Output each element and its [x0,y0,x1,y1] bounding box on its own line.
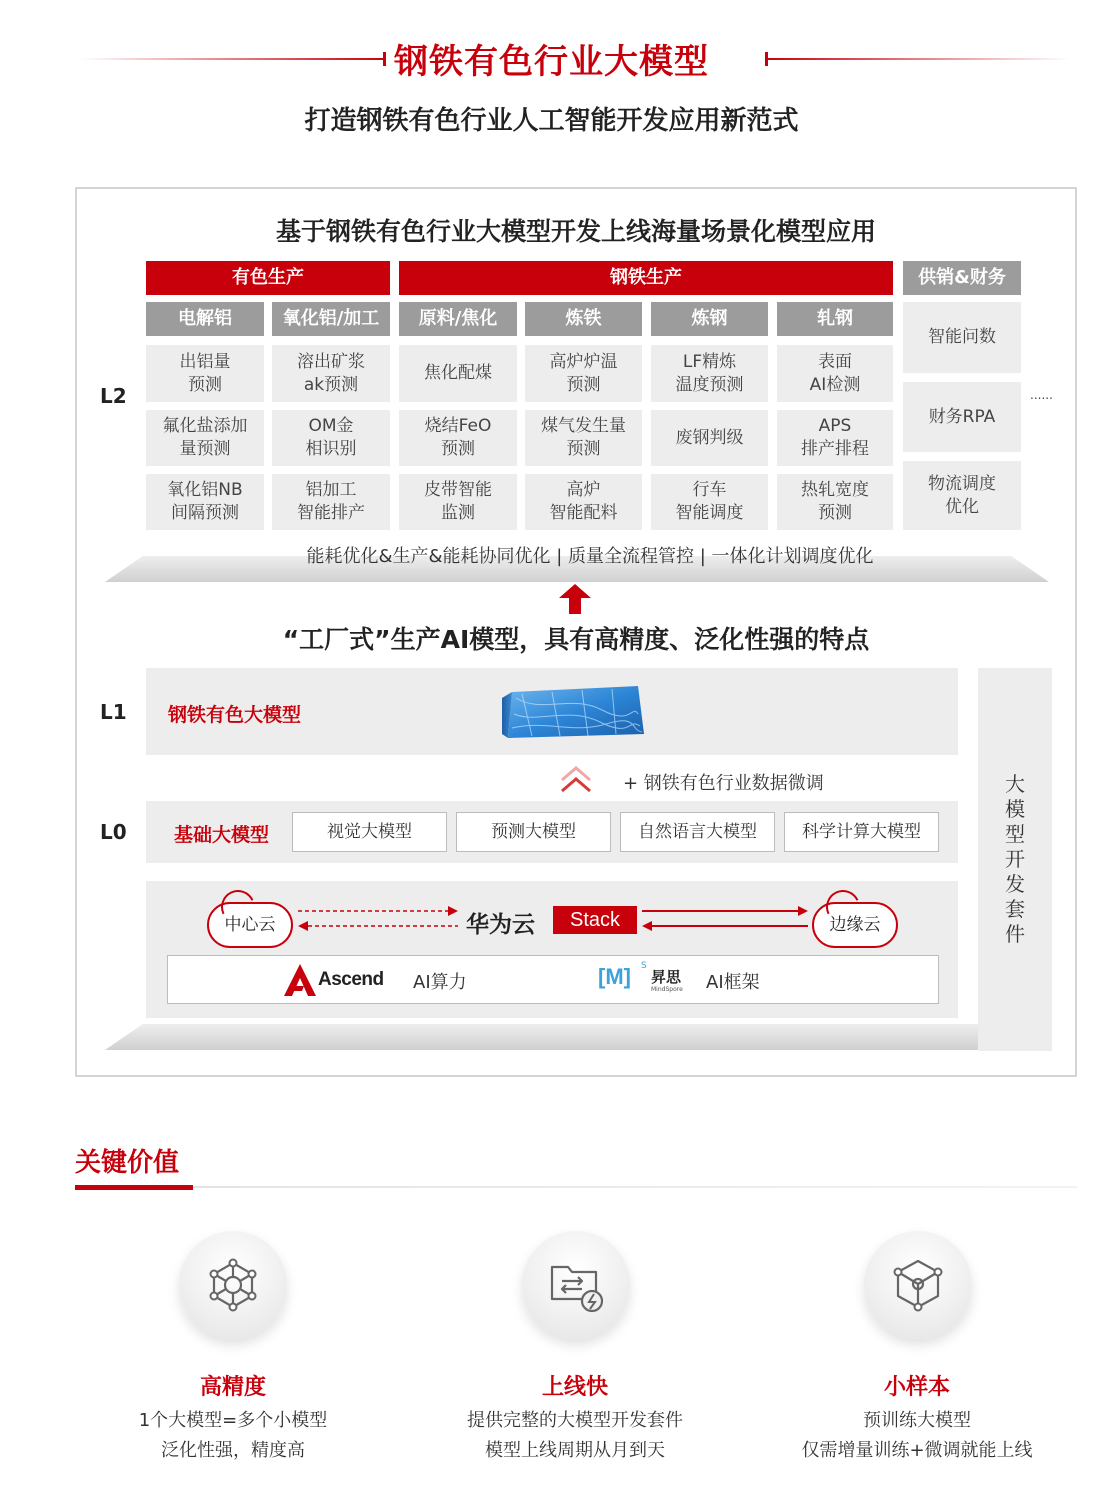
l1-model-label: 钢铁有色大模型 [168,704,302,726]
hardware-box [167,955,939,1004]
value-desc-line1: 预训练大模型 [863,1410,971,1431]
cube-network-icon-circle [864,1231,972,1339]
base-model-box: 视觉大模型 [292,812,447,852]
level-l2-label: L2 [100,384,127,408]
mindspore-en-name: MindSpore [651,986,683,993]
app-cell: 出铝量 预测 [146,345,264,402]
subhead-raw-coking: 原料/焦化 [399,302,517,336]
molecule-icon-circle [179,1231,287,1339]
l0-platform [105,1024,1049,1050]
value-title: 小样本 [883,1375,950,1400]
ascend-logo-icon [284,964,316,996]
app-cell: 废钢判级 [651,410,768,466]
subhead-ironmaking: 炼铁 [525,302,642,336]
mindspore-logo-mark: [M] [598,964,631,989]
model-cube-icon [502,684,648,742]
mindspore-desc: AI框架 [706,972,760,993]
app-cell: 热轧宽度 预测 [777,474,893,530]
l0-model-label: 基础大模型 [174,824,270,846]
base-model-box: 预测大模型 [456,812,611,852]
stack-badge: Stack [553,906,637,934]
ascend-logo-text: Ascend [318,969,384,990]
value-desc-line1: 1个大模型=多个小模型 [138,1410,328,1431]
page-subtitle: 打造钢铁有色行业人工智能开发应用新范式 [304,106,799,136]
app-cell: 氧化铝NB 间隔预测 [146,474,264,530]
value-desc-line1: 提供完整的大模型开发套件 [467,1410,683,1431]
finetune-chevron-icon [559,764,593,794]
finetune-label: + 钢铁有色行业数据微调 [623,773,824,794]
key-value-title: 关键价值 [75,1148,180,1178]
subhead-alumina-processing: 氧化铝/加工 [272,302,390,336]
edge-cloud: 边缘云 [812,902,898,948]
level-l0-label: L0 [100,820,127,844]
app-cell: 煤气发生量 预测 [525,410,642,466]
base-model-box: 科学计算大模型 [784,812,939,852]
app-cell: 溶出矿浆 ak预测 [272,345,390,402]
level-l1-label: L1 [100,700,127,724]
app-cell: APS 排产排程 [777,410,893,466]
base-model-box: 自然语言大模型 [620,812,775,852]
l2-bottom-bar-text: 能耗优化&生产&能耗协同优化 | 质量全流程管控 | 一体化计划调度优化 [306,546,874,567]
dev-kit-label: 大 模 型 开 发 套 件 [1005,772,1025,946]
group-supply-header: 供销&财务 [903,261,1021,295]
group-nonferrous-header: 有色生产 [146,261,390,295]
mindspore-cn-name: 昇思 [651,968,682,986]
l2-title: 基于钢铁有色行业大模型开发上线海量场景化模型应用 [275,217,876,246]
app-cell: 烧结FeO 预测 [399,410,517,466]
more-ellipsis: ...... [1030,388,1053,402]
molecule-icon [205,1257,261,1313]
center-cloud: 中心云 [207,902,293,948]
app-cell: 氟化盐添加 量预测 [146,410,264,466]
huawei-cloud-label: 华为云 [466,912,535,938]
ascend-desc: AI算力 [413,972,467,993]
app-cell: 铝加工 智能排产 [272,474,390,530]
center-cloud-sync-arrows-icon [296,902,461,934]
supply-cell: 财务RPA [903,382,1021,452]
key-value-divider [75,1186,1077,1188]
title-right-line [765,58,1070,60]
edge-cloud-sync-arrows-icon [640,902,812,934]
key-value-accent [75,1185,193,1190]
cube-network-icon [890,1257,946,1313]
value-title: 高精度 [199,1375,266,1400]
page-title: 钢铁有色行业大模型 [394,42,709,82]
app-cell: 高炉 智能配料 [525,474,642,530]
supply-cell: 物流调度 优化 [903,461,1021,530]
value-desc-line2: 仅需增量训练+微调就能上线 [801,1440,1033,1461]
app-cell: 焦化配煤 [399,345,517,402]
app-cell: LF精炼 温度预测 [651,345,768,402]
value-desc-line2: 泛化性强，精度高 [161,1440,305,1461]
subhead-electrolytic-aluminum: 电解铝 [146,302,264,336]
value-desc-line2: 模型上线周期从月到天 [485,1440,665,1461]
app-cell: 高炉炉温 预测 [525,345,642,402]
up-arrow-icon [559,584,591,614]
app-cell: 皮带智能 监测 [399,474,517,530]
app-cell: OM金 相识别 [272,410,390,466]
subhead-steelmaking: 炼钢 [651,302,768,336]
mindspore-logo-sup: S [641,961,647,971]
value-title: 上线快 [541,1375,608,1400]
app-cell: 表面 AI检测 [777,345,893,402]
app-cell: 行车 智能调度 [651,474,768,530]
folder-sync-icon [548,1257,604,1313]
folder-sync-icon-circle [522,1231,630,1339]
supply-cell: 智能问数 [903,302,1021,373]
l1-title: “工厂式”生产AI模型，具有高精度、泛化性强的特点 [282,625,870,654]
group-steel-header: 钢铁生产 [399,261,893,295]
subhead-rolling: 轧钢 [777,302,893,336]
